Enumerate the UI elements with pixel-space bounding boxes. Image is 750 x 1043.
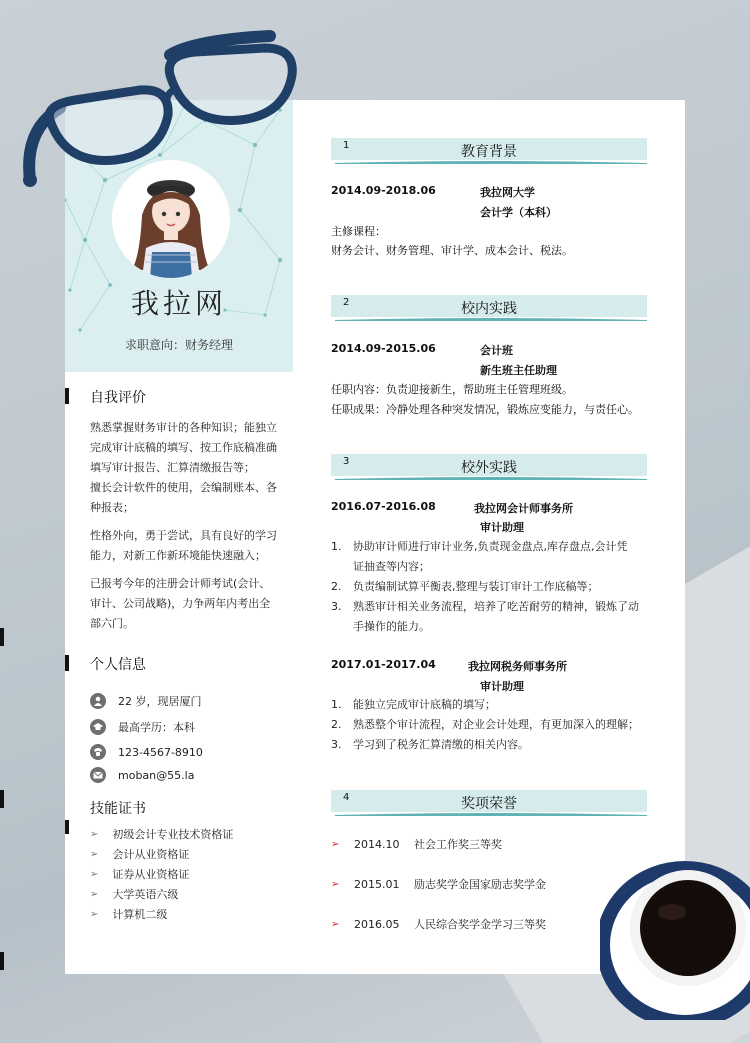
person-icon: [90, 693, 106, 709]
info-education: 最高学历：本科: [90, 718, 195, 736]
award-item: ➢ 2016.05 人民综合奖学金学习三等奖: [331, 917, 546, 931]
job-duties: [331, 537, 651, 637]
page-edge-mark: [0, 952, 4, 970]
award-item: ➢ 2015.01 励志奖学金国家励志奖学金: [331, 877, 546, 891]
campus-org: 会计班: [480, 344, 513, 357]
arrow-icon: ➢: [90, 888, 99, 900]
arrow-icon: ➢: [331, 878, 340, 890]
mail-icon: [90, 767, 106, 783]
campus-date: 2014.09-2015.06: [331, 342, 436, 355]
arrow-icon: ➢: [331, 918, 340, 930]
job-role: 审计助理: [480, 680, 524, 693]
list-item: 1. 协助审计师进行审计业务,负责现金盘点,库存盘点,会计凭 证抽查等内容；: [331, 540, 628, 573]
self-eval-paragraph: 已报考今年的注册会计师考试(会计、 审计、公司战略)，力争两年内考出全 部六门。: [90, 577, 271, 630]
self-eval-paragraph: 熟悉掌握财务审计的各种知识；能独立 完成审计底稿的填写、按工作底稿准确 填写审计报告、汇算清缴报告等； 擅长会计软件的使用，会编制账本、各 种报表；: [90, 421, 277, 514]
arrow-icon: ➢: [90, 828, 99, 840]
job-date: 2016.07-2016.08: [331, 500, 436, 513]
list-item: 1. 能独立完成审计底稿的填写；: [331, 698, 496, 711]
skill-item: ➢ 证券从业资格证: [90, 868, 190, 881]
glasses-illustration: [20, 20, 310, 200]
info-age: 22 岁，现居厦门: [90, 692, 202, 710]
job-duties: [331, 695, 651, 755]
section-marker: [65, 388, 69, 404]
skill-item: ➢ 大学英语六级: [90, 888, 179, 901]
section-header-external: 3 校外实践: [331, 454, 647, 482]
section-marker: [65, 820, 69, 834]
candidate-name: 我拉网: [130, 287, 227, 320]
skill-item: ➢ 初级会计专业技术资格证: [90, 828, 234, 841]
job-date: 2017.01-2017.04: [331, 658, 436, 671]
graduation-cap-icon: [90, 719, 106, 735]
edu-school: 我拉网大学: [480, 186, 535, 199]
self-eval-title: 自我评价: [90, 390, 146, 406]
arrow-icon: ➢: [90, 868, 99, 880]
coffee-cup-illustration: [600, 850, 750, 1020]
job-org: 我拉网会计师事务所: [474, 502, 573, 515]
job-intent: 求职意向：财务经理: [124, 338, 233, 352]
skills-title: 技能证书: [90, 801, 146, 817]
page-edge-mark: [0, 628, 4, 646]
campus-role: 新生班主任助理: [480, 364, 557, 377]
arrow-icon: ➢: [90, 908, 99, 920]
arrow-icon: ➢: [331, 838, 340, 850]
info-email: moban@55.la: [90, 766, 194, 784]
skill-item: ➢ 会计从业资格证: [90, 848, 190, 861]
section-header-education: 1 教育背景: [331, 138, 647, 166]
skill-item: ➢ 计算机二级: [90, 908, 168, 921]
edu-date: 2014.09-2018.06: [331, 184, 436, 197]
phone-icon: [90, 744, 106, 760]
section-header-campus: 2 校内实践: [331, 295, 647, 323]
award-item: ➢ 2014.10 社会工作奖三等奖: [331, 837, 502, 851]
personal-info-title: 个人信息: [90, 657, 146, 673]
self-eval-paragraph: 性格外向，勇于尝试，具有良好的学习 能力，对新工作新环境能快速融入；: [90, 529, 277, 562]
job-org: 我拉网税务师事务所: [468, 660, 567, 673]
section-marker: [65, 655, 69, 671]
section-header-awards: 4 奖项荣誉: [331, 790, 647, 818]
edu-courses: 财务会计、财务管理、审计学、成本会计、税法。: [331, 244, 573, 257]
edu-major: 会计学（本科）: [480, 206, 557, 219]
page-edge-mark: [0, 790, 4, 808]
campus-line: 任职成果：冷静处理各种突发情况，锻炼应变能力，与责任心。: [331, 403, 639, 416]
edu-courses-label: 主修课程：: [331, 225, 386, 238]
list-item: 3. 熟悉审计相关业务流程，培养了吃苦耐劳的精神，锻炼了动 手操作的能力。: [331, 600, 639, 633]
info-phone: 123-4567-8910: [90, 743, 203, 761]
list-item: 3. 学习到了税务汇算清缴的相关内容。: [331, 738, 529, 751]
job-role: 审计助理: [480, 521, 524, 534]
list-item: 2. 负责编制试算平衡表,整理与装订审计工作底稿等；: [331, 580, 599, 593]
list-item: 2. 熟悉整个审计流程，对企业会计处理，有更加深入的理解；: [331, 718, 639, 731]
arrow-icon: ➢: [90, 848, 99, 860]
campus-line: 任职内容：负责迎接新生，帮助班主任管理班级。: [331, 383, 573, 396]
